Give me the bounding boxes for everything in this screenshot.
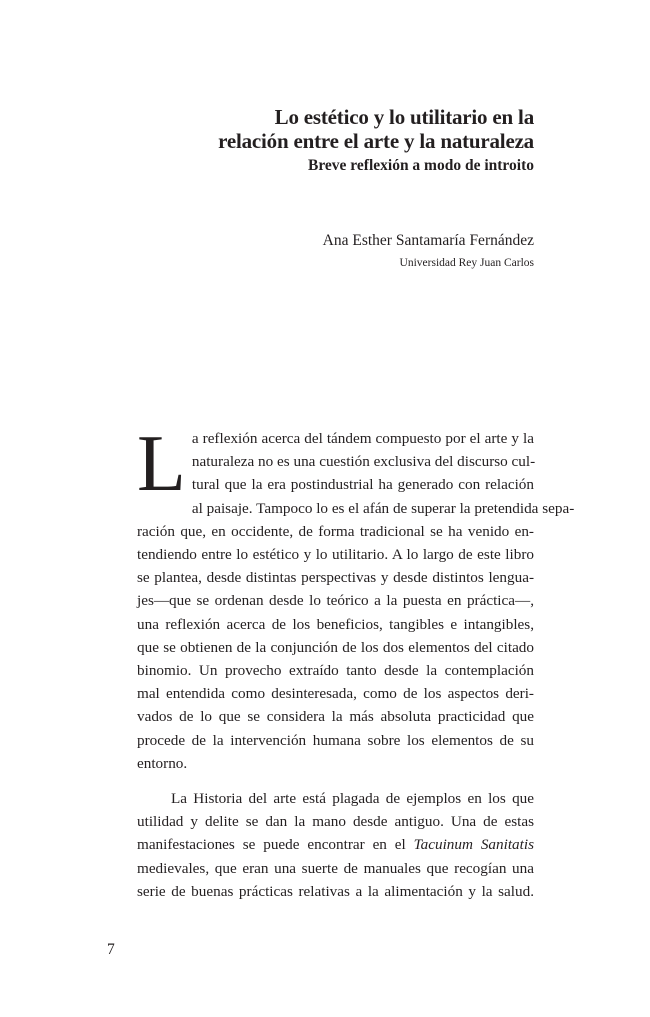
author-affiliation: Universidad Rey Juan Carlos: [399, 257, 534, 269]
text-line: que se obtienen de la conjunción de los dos elementos del citado: [137, 638, 534, 656]
text-segment: manifestaciones se puede encontrar en el: [137, 836, 414, 854]
text-line: tendiendo entre lo estético y lo utilitario. A lo largo de este libro: [137, 546, 534, 564]
paragraph-2: [137, 787, 534, 903]
text-line: una reflexión acerca de los beneficios, tangibles e intangibles,: [137, 615, 534, 633]
chapter-title-line-2: relación entre el arte y la naturaleza: [218, 129, 534, 153]
page-number: 7: [107, 941, 115, 958]
text-line: vados de lo que se considera la más absoluta practicidad que: [137, 708, 534, 726]
text-line: [137, 833, 534, 856]
drop-cap: L: [137, 420, 186, 508]
chapter-title-line-1: Lo estético y lo utilitario en la: [274, 105, 534, 129]
text-line: La Historia del arte está plagada de ejemplos en los que: [171, 790, 534, 808]
text-line: ración que, en occidente, de forma tradicional se ha venido en-: [137, 522, 534, 540]
text-line: al paisaje. Tampoco lo es el afán de superar la pretendida sepa-: [191, 499, 575, 517]
paragraph-1: [137, 420, 575, 775]
author-block: [323, 231, 534, 272]
text-line: mal entendida como desinteresada, como de los aspectos deri-: [137, 685, 534, 703]
author-name: Ana Esther Santamaría Fernández: [322, 232, 534, 249]
italic-title: Tacuinum Sanitatis: [413, 836, 534, 854]
text-line: naturaleza no es una cuestión exclusiva del discurso cul-: [191, 453, 536, 471]
text-line: se plantea, desde distintas perspectivas y desde distintos lengua-: [137, 569, 534, 587]
text-line: jes—que se ordenan desde lo teórico a la puesta en práctica—,: [137, 592, 534, 610]
body-text: [137, 420, 575, 903]
text-line: procede de la intervención humana sobre los elementos de su: [137, 731, 534, 749]
text-line: binomio. Un provecho extraído tanto desde la contemplación: [137, 662, 534, 680]
chapter-title-block: [218, 105, 534, 177]
text-line: medievales, que eran una suerte de manuales que recogían una: [137, 859, 534, 877]
text-line: utilidad y delite se dan la mano desde antiguo. Una de estas: [137, 813, 534, 831]
text-line: tural que la era postindustrial ha generado con relación: [191, 476, 534, 494]
text-line: a reflexión acerca del tándem compuesto por el arte y la: [191, 430, 534, 447]
text-line: entorno.: [137, 754, 188, 772]
chapter-subtitle: Breve reflexión a modo de introito: [307, 157, 534, 174]
text-line: serie de buenas prácticas relativas a la alimentación y la salud.: [137, 882, 534, 900]
